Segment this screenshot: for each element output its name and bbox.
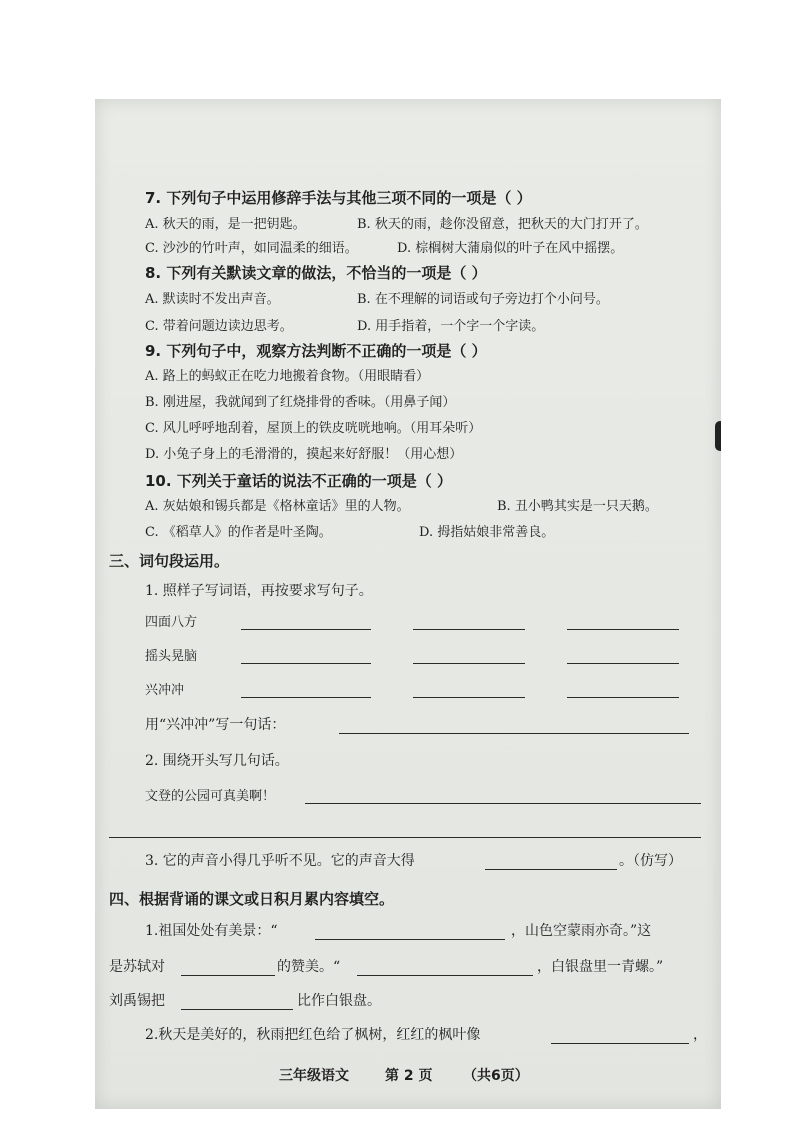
s4-line2-end: ，白银盘里一青螺。” (537, 959, 664, 975)
question-10-option-a: A. 灰姑娘和锡兵都是《格林童话》里的人物。 (145, 499, 410, 514)
s4-line1-start: 1.祖国处处有美景：“ (145, 923, 278, 939)
question-9-option-a: A. 路上的蚂蚁正在吃力地搬着食物。（用眼睛看） (145, 369, 430, 384)
s4-blank-1[interactable] (315, 939, 505, 940)
question-9-stem: 9. 下列句子中，观察方法判断不正确的一项是（ ） (145, 342, 487, 360)
question-10-option-b: B. 丑小鸭其实是一只天鹅。 (497, 499, 658, 514)
question-7-stem: 7. 下列句子中运用修辞手法与其他三项不同的一项是（ ） (145, 189, 532, 207)
word-blank-3a[interactable] (241, 697, 371, 698)
footer-subject: 三年级语文 (279, 1068, 349, 1084)
q2-opening-sentence: 文登的公园可真美啊！ (145, 789, 276, 804)
question-9-option-d: D. 小兔子身上的毛滑滑的，摸起来好舒服！（用心想） (145, 447, 463, 462)
q3-blank[interactable] (485, 869, 617, 870)
s4-line2-start: 是苏轼对 (109, 959, 165, 975)
word-sample-1: 四面八方 (145, 615, 198, 630)
section-3-title: 三、词句段运用。 (109, 552, 230, 570)
q2-blank-line-1[interactable] (305, 803, 701, 804)
s4-blank-3[interactable] (357, 975, 533, 976)
section-3-q1: 1. 照样子写词语，再按要求写句子。 (145, 583, 373, 599)
word-blank-1c[interactable] (567, 629, 679, 630)
question-7-option-c: C. 沙沙的竹叶声，如同温柔的细语。 (145, 241, 358, 256)
question-8-option-c: C. 带着问题边读边思考。 (145, 319, 293, 334)
question-10-stem: 10. 下列关于童话的说法不正确的一项是（ ） (145, 472, 453, 490)
s4-line3-end: 比作白银盘。 (297, 993, 381, 1009)
question-8-stem: 8. 下列有关默读文章的做法，不恰当的一项是（ ） (145, 264, 487, 282)
question-8-option-a: A. 默读时不发出声音。 (145, 292, 280, 307)
word-blank-3b[interactable] (413, 697, 525, 698)
question-9-option-b: B. 刚进屋，我就闻到了红烧排骨的香味。（用鼻子闻） (145, 395, 456, 410)
s4-blank-4[interactable] (181, 1009, 293, 1010)
s4-blank-5[interactable] (551, 1043, 689, 1044)
word-blank-1b[interactable] (413, 629, 525, 630)
question-10-option-c: C. 《稻草人》的作者是叶圣陶。 (145, 525, 332, 540)
question-10-option-d: D. 拇指姑娘非常善良。 (419, 525, 555, 540)
s4-line4-end: ， (693, 1027, 707, 1043)
section-4-title: 四、根据背诵的课文或日积月累内容填空。 (109, 890, 395, 908)
word-blank-1a[interactable] (241, 629, 371, 630)
word-sample-2: 摇头晃脑 (145, 649, 198, 664)
section-3-q3-text: 3. 它的声音小得几乎听不见。它的声音大得 (145, 853, 415, 869)
word-blank-2c[interactable] (567, 663, 679, 664)
word-blank-2a[interactable] (241, 663, 371, 664)
s4-line2-mid: 的赞美。“ (277, 959, 341, 975)
word-blank-2b[interactable] (413, 663, 525, 664)
s4-line1-end: ，山色空蒙雨亦奇。”这 (511, 923, 652, 939)
question-9-option-c: C. 风儿呼呼地刮着，屋顶上的铁皮咣咣地响。（用耳朵听） (145, 421, 482, 436)
exam-sheet (95, 99, 721, 1109)
question-8-option-d: D. 用手指着，一个字一个字读。 (357, 319, 545, 334)
sentence-prompt: 用“兴冲冲”写一句话： (145, 717, 286, 733)
word-blank-3c[interactable] (567, 697, 679, 698)
question-7-option-a: A. 秋天的雨，是一把钥匙。 (145, 217, 306, 232)
word-sample-3: 兴冲冲 (145, 683, 185, 698)
question-7-option-b: B. 秋天的雨，趁你没留意，把秋天的大门打开了。 (357, 217, 648, 232)
s4-line3-start: 刘禹锡把 (109, 993, 165, 1009)
question-8-option-b: B. 在不理解的词语或句子旁边打个小问号。 (357, 292, 609, 307)
sentence-blank[interactable] (339, 733, 689, 734)
section-3-q2: 2. 围绕开头写几句话。 (145, 753, 289, 769)
s4-blank-2[interactable] (181, 975, 275, 976)
question-7-option-d: D. 棕榈树大蒲扇似的叶子在风中摇摆。 (397, 241, 624, 256)
s4-line4-start: 2.秋天是美好的，秋雨把红色给了枫树，红红的枫叶像 (145, 1027, 481, 1043)
footer-total: （共6页） (463, 1068, 529, 1084)
footer-page: 第 2 页 (385, 1068, 433, 1084)
binding-clip-mark (715, 421, 721, 451)
section-3-q3-suffix: 。（仿写） (619, 853, 682, 869)
q2-blank-line-2[interactable] (109, 837, 701, 838)
